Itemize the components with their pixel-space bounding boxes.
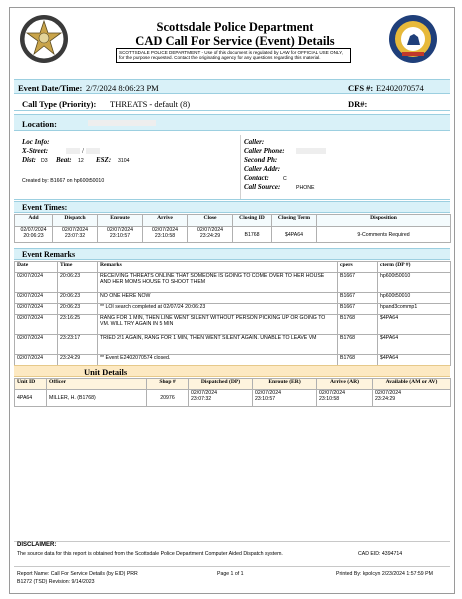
esz-value: 3104 (118, 158, 130, 164)
unit-details-title: Unit Details (84, 367, 128, 377)
remark-cpers: B1768 (338, 335, 378, 355)
col-date: Date (15, 262, 58, 273)
closing-id: B1768 (233, 227, 272, 243)
col-cpers: cpers (338, 262, 378, 273)
column-divider (240, 135, 241, 199)
beat-value: 12 (78, 158, 84, 164)
table-row (15, 335, 451, 355)
remark-cterm: $4PA64 (378, 355, 451, 366)
col-enroute-er: Enroute (ER) (253, 379, 317, 390)
call-source-value: PHONE (296, 185, 315, 191)
col-closing-term: Closing Term (272, 215, 317, 227)
contact-value: C (283, 176, 287, 182)
remark-text: RANG FOR 1 MIN, THEN LINE WENT SILENT WITHOUT PERSON PICKING UP OR GOING TO VM. WILL TRY AGAIN IN 5 MIN (98, 315, 338, 335)
unit-details-table (14, 378, 451, 407)
time-arrive: 02/07/2024 23:10:58 (143, 227, 188, 243)
unit-dispatched: 02/07/2024 23:07:32 (189, 390, 253, 407)
call-source-label: Call Source: (244, 183, 281, 191)
remark-cpers: B1667 (338, 293, 378, 304)
legal-notice: SCOTTSDALE POLICE DEPARTMENT - Use of this document is regulated by LAW for OFFICIAL USE ONLY, for the purpose requested. Contact the originating agency for any questions regarding this material. (116, 48, 351, 63)
disclaimer-divider (14, 541, 450, 542)
remark-time: 23:23:17 (58, 335, 98, 355)
col-arrive: Arrive (143, 215, 188, 227)
closing-term: $4PA64 (272, 227, 317, 243)
remark-cpers: B1667 (338, 273, 378, 293)
second-phone-label: Second Ph: (244, 156, 278, 164)
remark-date: 02/07/2024 (15, 293, 58, 304)
caller-label: Caller: (244, 138, 265, 146)
redacted-x-street-2 (86, 148, 100, 154)
col-dispatched: Dispatched (DP) (189, 379, 253, 390)
remark-cterm: hp600t50010 (378, 273, 451, 293)
cfs-number: E2402070574 (376, 83, 424, 93)
remark-text: NO ONE HERE NOW (98, 293, 338, 304)
caller-address-label: Caller Addr: (244, 165, 281, 173)
table-row (15, 304, 451, 315)
disclaimer-title: DISCLAIMER: (17, 542, 57, 548)
beat-label: Beat: (56, 156, 72, 164)
remark-cterm: hp600t50010 (378, 293, 451, 304)
event-times-header (14, 201, 450, 213)
col-enroute: Enroute (98, 215, 143, 227)
loc-info-label: Loc Info: (22, 138, 50, 146)
location-label: Location: (22, 119, 57, 129)
col-add: Add (15, 215, 53, 227)
col-time: Time (58, 262, 98, 273)
printed-by: Printed By: kpolcyn 2/23/2024 1:57:59 PM (336, 571, 433, 577)
remark-cterm: hpand3commp1 (378, 304, 451, 315)
remark-time: 23:16:25 (58, 315, 98, 335)
report-name: Report Name: Call For Service Details (by EID) PRR (17, 571, 138, 577)
event-datetime-label: Event Date/Time: (18, 83, 83, 93)
event-times-table (14, 214, 451, 243)
remark-date: 02/07/2024 (15, 315, 58, 335)
col-closing-id: Closing ID (233, 215, 272, 227)
remark-cpers: B1768 (338, 315, 378, 335)
remark-date: 02/07/2024 (15, 355, 58, 366)
remark-date: 02/07/2024 (15, 304, 58, 315)
remark-time: 20:06:23 (58, 273, 98, 293)
table-row (15, 390, 451, 407)
remark-time: 20:06:23 (58, 304, 98, 315)
event-datetime-row (14, 79, 450, 94)
cad-eid: CAD EID: 4394714 (358, 551, 403, 557)
disposition: 9-Comments Required (317, 227, 451, 243)
event-times-title: Event Times: (22, 203, 68, 212)
event-remarks-table (14, 261, 451, 366)
call-type-label: Call Type (Priority): (22, 99, 97, 109)
col-cterm: cterm (DP #) (378, 262, 451, 273)
call-type-value: THREATS - default (8) (110, 99, 191, 109)
redacted-x-street (66, 148, 80, 154)
caller-phone-label: Caller Phone: (244, 147, 285, 155)
dr-label: DR#: (348, 99, 368, 109)
col-arrive-ar: Arrive (AR) (317, 379, 373, 390)
remark-date: 02/07/2024 (15, 335, 58, 355)
col-available: Available (AM or AV) (373, 379, 451, 390)
col-disposition: Disposition (317, 215, 451, 227)
unit-id: 4PA64 (15, 390, 47, 407)
report-title-agency: Scottsdale Police Department (156, 20, 314, 34)
cfs-label: CFS #: (348, 83, 374, 93)
table-row (15, 355, 451, 366)
table-row (15, 273, 451, 293)
location-row (14, 114, 450, 131)
remark-cterm: $4PA64 (378, 315, 451, 335)
unit-officer: MILLER, H. (B1768) (47, 390, 147, 407)
city-of-scottsdale-police-seal-icon (388, 14, 438, 64)
col-unit-id: Unit ID (15, 379, 47, 390)
remark-cpers: B1667 (338, 304, 378, 315)
col-shop: Shop # (147, 379, 189, 390)
dist-label: Dist: (22, 156, 36, 164)
event-remarks-header (14, 248, 450, 260)
remark-text: RECEIVING THREATS ONLINE THAT SOMEONE IS GOING TO COME OVER TO HER HOUSE AND HER MOMS HOUSE TO SHOOT THEM (98, 273, 338, 293)
disclaimer-text: The source data for this report is obtained from the Scottsdale Police Department Computer Aided Dispatch system. (17, 551, 283, 557)
time-dispatch: 02/07/2024 23:07:32 (53, 227, 98, 243)
table-row (15, 315, 451, 335)
unit-available: 02/07/2024 23:24:29 (373, 390, 451, 407)
time-enroute: 02/07/2024 23:10:57 (98, 227, 143, 243)
report-id-revision: B1272 (TSD) Revision: 9/14/2023 (17, 579, 95, 585)
remark-text: ** LOI search completed at 02/07/24 20:06:23 (98, 304, 338, 315)
unit-details-header (14, 365, 450, 377)
esz-label: ESZ: (96, 156, 112, 164)
col-close: Close (188, 215, 233, 227)
footer-divider (14, 566, 450, 567)
location-info-block (14, 135, 450, 200)
event-datetime-value: 2/7/2024 8:06:23 PM (86, 83, 159, 93)
col-dispatch: Dispatch (53, 215, 98, 227)
x-street-label: X-Street: (22, 147, 49, 155)
call-type-row (14, 96, 450, 111)
unit-enroute: 02/07/2024 23:10:57 (253, 390, 317, 407)
police-badge-seal-icon (19, 14, 69, 64)
col-remarks: Remarks (98, 262, 338, 273)
remark-cterm: $4PA64 (378, 335, 451, 355)
redacted-caller-phone (296, 148, 326, 154)
page-number: Page 1 of 1 (217, 571, 244, 577)
remark-text: ** Event E2402070574 closed. (98, 355, 338, 366)
dist-value: D3 (41, 158, 48, 164)
contact-label: Contact: (244, 174, 269, 182)
table-row (15, 293, 451, 304)
col-officer: Officer (47, 379, 147, 390)
remark-cpers: B1768 (338, 355, 378, 366)
report-title: CAD Call For Service (Event) Details (135, 34, 335, 48)
document-page (9, 7, 455, 594)
redacted-location (88, 120, 156, 126)
time-close: 02/07/2024 23:24:29 (188, 227, 233, 243)
time-add: 02/07/2024 20:06:23 (15, 227, 53, 243)
remark-text: TRIED 2!1 AGAIN, RANG FOR 1 MIN, THEN WENT SILENT AGAIN. UNABLE TO LEAVE VM (98, 335, 338, 355)
unit-shop: 20976 (147, 390, 189, 407)
remark-time: 20:06:23 (58, 293, 98, 304)
event-remarks-title: Event Remarks (22, 250, 76, 259)
created-by: Created by: B1667 on hp600t50010 (22, 178, 105, 184)
remark-date: 02/07/2024 (15, 273, 58, 293)
unit-arrive: 02/07/2024 23:10:58 (317, 390, 373, 407)
x-street-value: / (82, 147, 84, 155)
remark-time: 23:24:29 (58, 355, 98, 366)
